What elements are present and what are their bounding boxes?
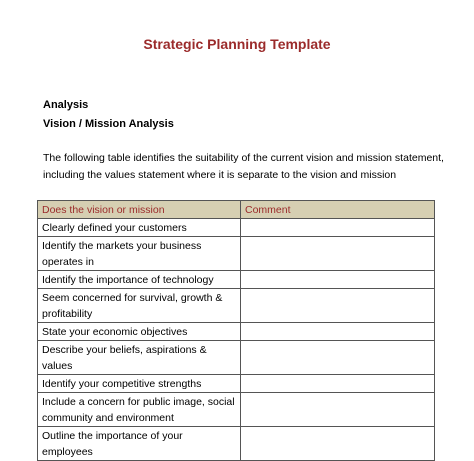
suitability-table — [37, 200, 435, 461]
table-row — [38, 323, 435, 341]
intro-line-1: The following table identifies the suitability of the current vision and mission statement, — [43, 152, 444, 164]
table-row — [38, 237, 435, 271]
table-row — [38, 289, 435, 323]
criterion-cell: Clearly defined your customers — [38, 219, 241, 237]
criterion-cell: Identify the importance of technology — [38, 271, 241, 289]
table-row — [38, 271, 435, 289]
comment-cell[interactable] — [241, 323, 435, 341]
table-row — [38, 427, 435, 461]
intro-paragraph — [43, 150, 443, 184]
comment-cell[interactable] — [241, 271, 435, 289]
table-header-row — [38, 201, 435, 219]
table-row — [38, 219, 435, 237]
table-row — [38, 375, 435, 393]
subsection-heading: Vision / Mission Analysis — [43, 118, 174, 130]
criterion-cell: Describe your beliefs, aspirations & values — [38, 341, 241, 375]
comment-cell[interactable] — [241, 289, 435, 323]
comment-cell[interactable] — [241, 427, 435, 461]
comment-cell[interactable] — [241, 341, 435, 375]
table-row — [38, 393, 435, 427]
header-comment: Comment — [241, 201, 435, 219]
comment-cell[interactable] — [241, 237, 435, 271]
criterion-cell: Identify the markets your business operates in — [38, 237, 241, 271]
comment-cell[interactable] — [241, 219, 435, 237]
comment-cell[interactable] — [241, 393, 435, 427]
intro-line-2: including the values statement where it is separate to the vision and mission — [43, 169, 397, 181]
header-criterion: Does the vision or mission — [38, 201, 241, 219]
criterion-cell: Identify your competitive strengths — [38, 375, 241, 393]
criterion-cell: Outline the importance of your employees — [38, 427, 241, 461]
criterion-cell: Include a concern for public image, social community and environment — [38, 393, 241, 427]
criterion-cell: Seem concerned for survival, growth & profitability — [38, 289, 241, 323]
table-row — [38, 341, 435, 375]
document-title: Strategic Planning Template — [143, 36, 331, 52]
criterion-cell: State your economic objectives — [38, 323, 241, 341]
section-heading: Analysis — [43, 99, 89, 111]
comment-cell[interactable] — [241, 375, 435, 393]
